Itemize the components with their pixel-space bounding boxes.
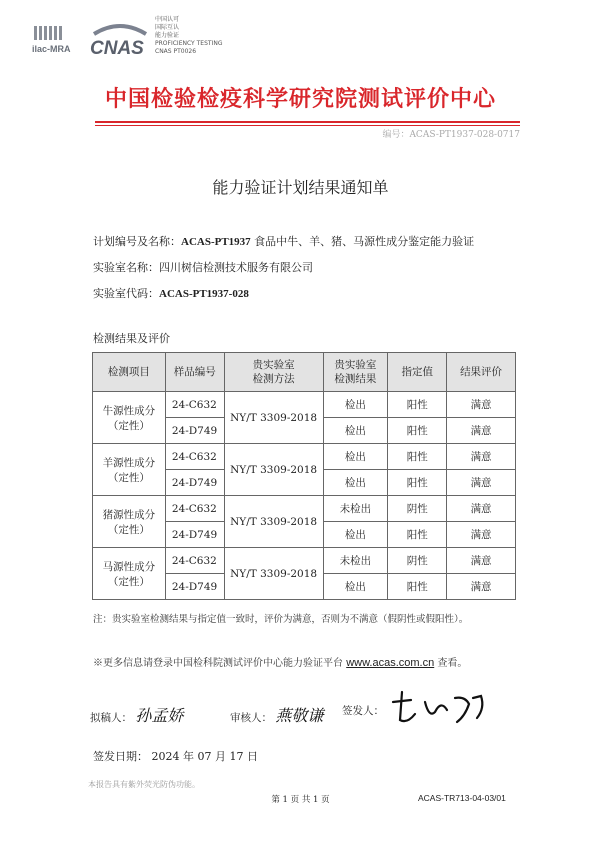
issuer-signature <box>342 703 384 718</box>
test-item-cell: 马源性成分 （定性） <box>93 548 166 600</box>
lab-result-cell: 检出 <box>323 470 388 496</box>
assigned-value-cell: 阳性 <box>388 444 447 470</box>
sample-id-cell: 24-D749 <box>165 470 224 496</box>
document-title: 能力验证计划结果通知单 <box>212 178 389 197</box>
header-cell: 贵实验室 检测方法 <box>224 353 323 392</box>
plan-info <box>93 233 474 249</box>
table-row <box>93 444 516 470</box>
sample-id-cell: 24-C632 <box>165 496 224 522</box>
svg-text:ilac-MRA: ilac-MRA <box>32 44 71 54</box>
logo-area <box>30 14 240 64</box>
anti-counterfeit-note: 本报告具有紫外荧光防伪功能。 <box>88 780 200 789</box>
drafter-label: 拟稿人： <box>90 712 132 724</box>
lab-name-label: 实验室名称： <box>93 261 159 274</box>
evaluation-cell: 满意 <box>447 470 516 496</box>
table-note: 注：贵实验室检测结果与指定值一致时，评价为满意，否则为不满意（假阴性或假阳性）。 <box>93 614 469 625</box>
svg-text:CNAS: CNAS <box>90 38 144 59</box>
assigned-value-cell: 阳性 <box>388 392 447 418</box>
plan-label: 计划编号及名称： <box>93 235 181 248</box>
reviewer-handwritten-name: 燕敬谦 <box>275 706 324 725</box>
sample-id-cell: 24-C632 <box>165 548 224 574</box>
table-row <box>93 496 516 522</box>
lab-result-cell: 检出 <box>323 574 388 600</box>
issue-date: 签发日期： 2024 年 07 月 17 日 <box>93 750 258 763</box>
lab-name: 四川树信检测技术服务有限公司 <box>159 261 313 274</box>
cnas-accreditation-info: 中国认可 国际互认 能力验证 PROFICIENCY TESTING CNAS PT0026 <box>155 16 223 55</box>
reviewer-label: 审核人： <box>230 712 272 724</box>
header-cell: 指定值 <box>388 353 447 392</box>
drafter-signature <box>90 703 183 726</box>
more-info-text: ※更多信息请登录中国检科院测试评价中心能力验证平台 <box>93 658 347 669</box>
lab-code-info <box>93 285 249 301</box>
cnas-logo <box>88 20 152 60</box>
table-row <box>93 548 516 574</box>
form-code: ACAS-TR713-04-03/01 <box>418 793 506 803</box>
page-number: 第 1 页 共 1 页 <box>271 795 330 805</box>
sample-id-cell: 24-D749 <box>165 418 224 444</box>
lab-result-cell: 未检出 <box>323 548 388 574</box>
header-divider <box>95 121 520 123</box>
header-divider-thin <box>95 125 520 126</box>
assigned-value-cell: 阴性 <box>388 496 447 522</box>
evaluation-cell: 满意 <box>447 548 516 574</box>
test-item-cell: 牛源性成分 （定性） <box>93 392 166 444</box>
issuer-handwritten-signature <box>385 688 495 730</box>
lab-code: ACAS-PT1937-028 <box>159 288 249 300</box>
test-item-cell: 猪源性成分 （定性） <box>93 496 166 548</box>
lab-result-cell: 检出 <box>323 418 388 444</box>
plan-name: 食品中牛、羊、猪、马源性成分鉴定能力验证 <box>250 235 475 248</box>
table-header-row <box>93 353 516 392</box>
more-info <box>93 654 467 669</box>
assigned-value-cell: 阴性 <box>388 548 447 574</box>
evaluation-cell: 满意 <box>447 392 516 418</box>
issuer-label: 签发人： <box>342 705 384 717</box>
method-cell: NY/T 3309-2018 <box>224 444 323 496</box>
header-cell: 检测项目 <box>93 353 166 392</box>
plan-code: ACAS-PT1937 <box>181 236 251 248</box>
evaluation-cell: 满意 <box>447 444 516 470</box>
evaluation-cell: 满意 <box>447 574 516 600</box>
sample-id-cell: 24-D749 <box>165 522 224 548</box>
reviewer-signature <box>230 703 323 726</box>
method-cell: NY/T 3309-2018 <box>224 548 323 600</box>
table-row <box>93 392 516 418</box>
assigned-value-cell: 阳性 <box>388 522 447 548</box>
header-cell: 样品编号 <box>165 353 224 392</box>
lab-name-info <box>93 259 313 275</box>
sample-id-cell: 24-D749 <box>165 574 224 600</box>
evaluation-cell: 满意 <box>447 522 516 548</box>
lab-result-cell: 检出 <box>323 444 388 470</box>
document-number: 编号：ACAS-PT1937-028-0717 <box>382 130 520 140</box>
lab-result-cell: 未检出 <box>323 496 388 522</box>
sample-id-cell: 24-C632 <box>165 392 224 418</box>
lab-result-cell: 检出 <box>323 392 388 418</box>
assigned-value-cell: 阳性 <box>388 574 447 600</box>
sample-id-cell: 24-C632 <box>165 444 224 470</box>
section-title: 检测结果及评价 <box>93 332 170 345</box>
method-cell: NY/T 3309-2018 <box>224 392 323 444</box>
assigned-value-cell: 阳性 <box>388 470 447 496</box>
test-item-cell: 羊源性成分 （定性） <box>93 444 166 496</box>
assigned-value-cell: 阳性 <box>388 418 447 444</box>
method-cell: NY/T 3309-2018 <box>224 496 323 548</box>
ilac-mra-logo <box>30 22 82 58</box>
evaluation-cell: 满意 <box>447 496 516 522</box>
organization-name: 中国检验检疫科学研究院测试评价中心 <box>104 87 496 112</box>
header-cell: 贵实验室 检测结果 <box>323 353 388 392</box>
lab-result-cell: 检出 <box>323 522 388 548</box>
drafter-handwritten-name: 孙孟娇 <box>135 706 184 725</box>
evaluation-cell: 满意 <box>447 418 516 444</box>
results-table <box>92 352 516 600</box>
header-cell: 结果评价 <box>447 353 516 392</box>
lab-code-label: 实验室代码： <box>93 287 159 300</box>
platform-link[interactable]: www.acas.com.cn <box>346 657 435 669</box>
more-info-suffix: 查看。 <box>434 658 468 669</box>
